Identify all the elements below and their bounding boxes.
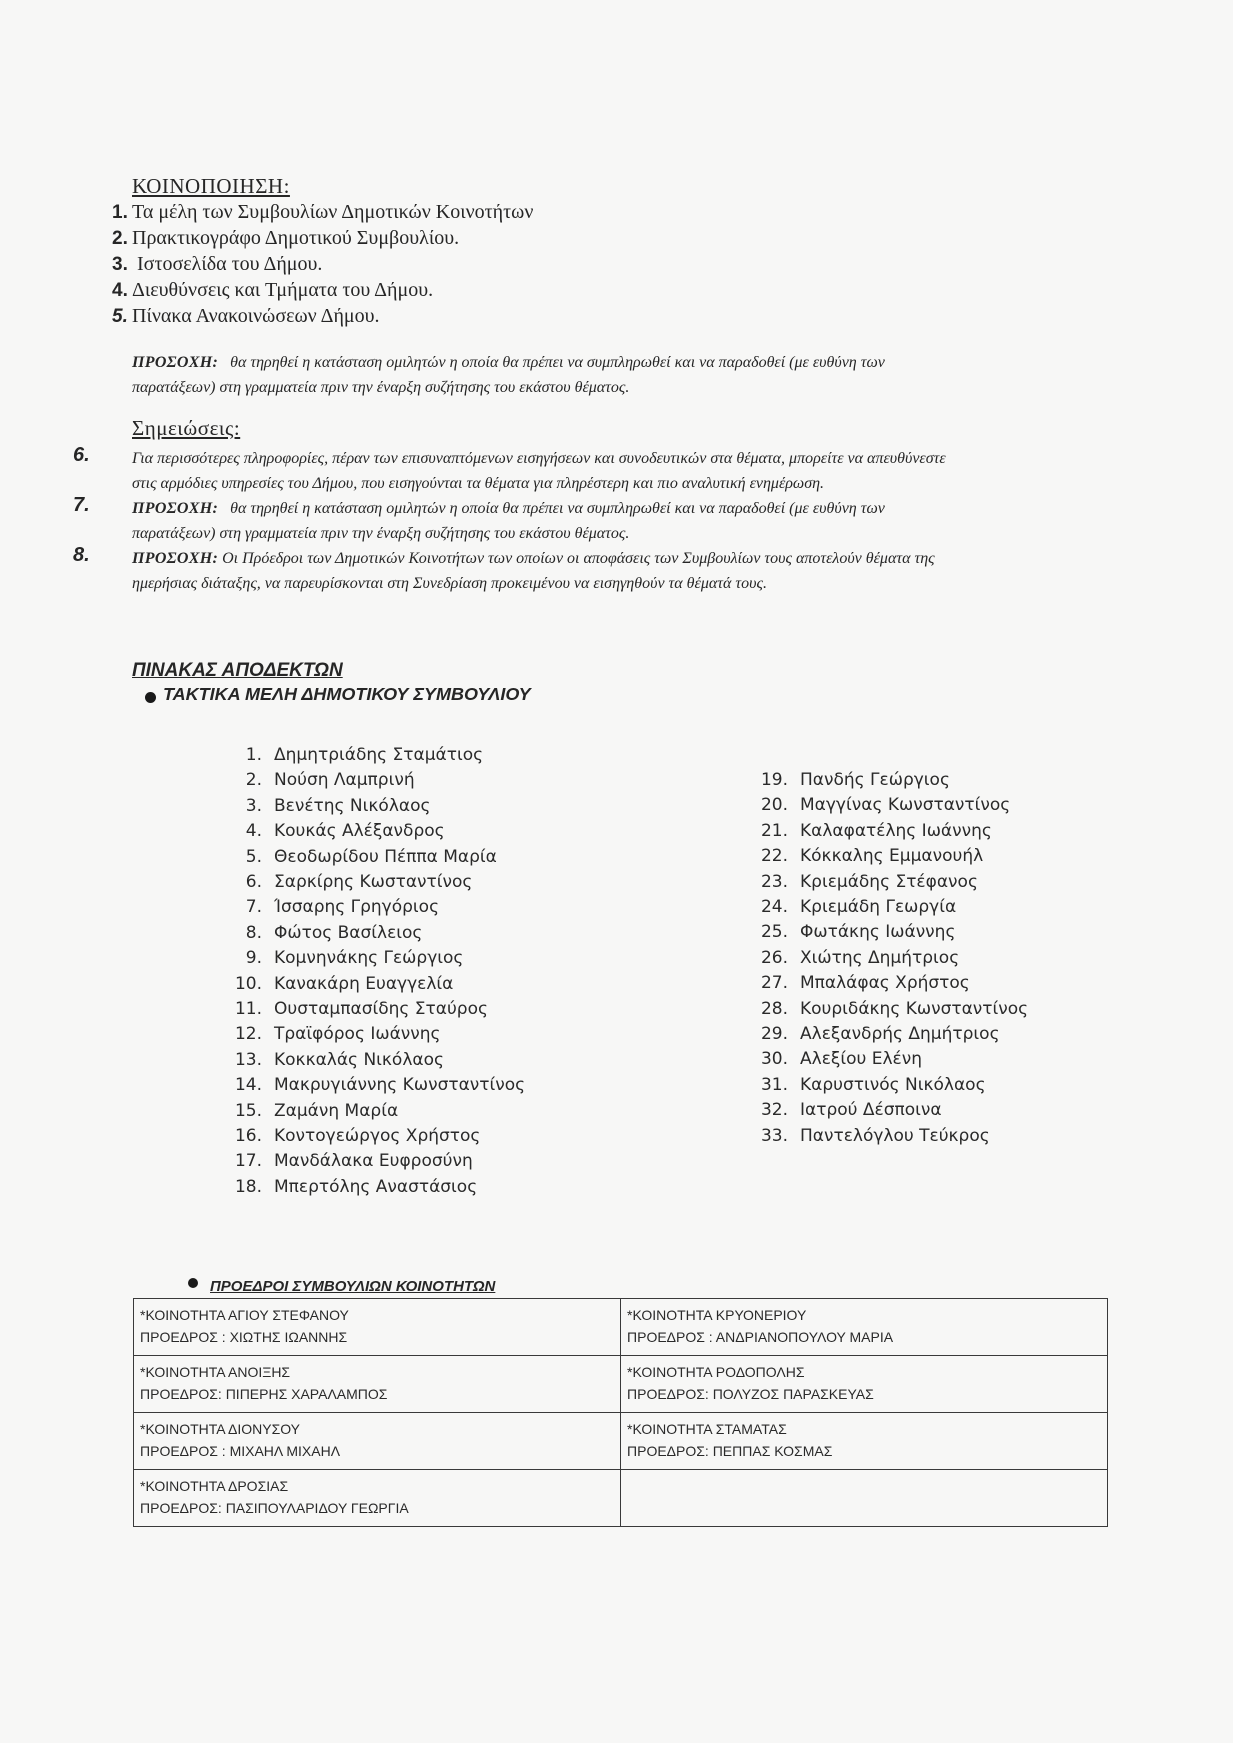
note-number: 7.	[73, 494, 90, 516]
note-label: ΠΡΟΣΟΧΗ:	[132, 500, 219, 517]
member-number: 28.	[760, 998, 788, 1019]
member-name: Δημητριάδης Σταμάτιος	[274, 745, 484, 765]
note-line-1: Οι Πρόεδροι των Δημοτικών Κοινοτήτων των οποίων οι αποφάσεις των Συμβουλίων τους αποτελούν θέματα της	[222, 550, 935, 567]
community-cell	[621, 1470, 1108, 1527]
member-row	[748, 973, 970, 993]
member-row	[748, 948, 959, 968]
member-row	[748, 1126, 990, 1146]
member-row	[222, 1050, 444, 1070]
member-row	[748, 1024, 1000, 1044]
member-name: Μακρυγιάννης Κωνσταντίνος	[274, 1075, 526, 1096]
member-name: Κανακάρη Ευαγγελία	[274, 973, 454, 994]
community-president: ΠΡΟΕΔΡΟΣ: ΠΙΠΕΡΗΣ ΧΑΡΑΛΑΜΠΟΣ	[140, 1386, 388, 1402]
member-row	[748, 897, 956, 917]
member-number: 18.	[234, 1176, 262, 1197]
member-name: Βενέτης Νικόλαος	[274, 795, 431, 816]
community-cell	[621, 1299, 1108, 1356]
presidents-table-row	[134, 1356, 1108, 1413]
prosoxi-label: ΠΡΟΣΟΧΗ:	[132, 354, 219, 371]
koinopoiisi-item	[112, 201, 533, 224]
member-number: 21.	[760, 820, 788, 841]
member-number: 27.	[760, 973, 788, 994]
community-name: *ΚΟΙΝΟΤΗΤΑ ΔΙΟΝΥΣΟΥ	[140, 1421, 301, 1437]
member-number: 8.	[245, 922, 262, 943]
member-number: 11.	[234, 999, 262, 1019]
presidents-table	[133, 1298, 1108, 1527]
member-row	[748, 846, 983, 866]
member-number: 33.	[760, 1125, 788, 1146]
member-number: 6.	[245, 872, 262, 892]
community-cell	[621, 1413, 1108, 1470]
member-row	[748, 821, 992, 841]
member-number: 1.	[245, 745, 262, 765]
notes-title: Σημειώσεις:	[132, 416, 241, 440]
community-name: *ΚΟΙΝΟΤΗΤΑ ΔΡΟΣΙΑΣ	[140, 1478, 289, 1494]
member-row	[748, 872, 978, 892]
member-number: 9.	[245, 948, 262, 969]
recipients-title: ΠΙΝΑΚΑΣ ΑΠΟΔΕΚΤΩΝ	[132, 660, 343, 681]
member-name: Φωτάκης Ιωάννης	[800, 922, 956, 943]
member-row	[222, 1075, 525, 1095]
member-number: 15.	[234, 1100, 262, 1121]
prosoxi-line-2: παρατάξεων) στη γραμματεία πριν την έναρξη συζήτησης του εκάστου θέματος.	[132, 379, 630, 396]
note-item	[132, 446, 1122, 496]
bullet-icon	[145, 692, 156, 703]
member-row	[222, 1177, 477, 1197]
member-row	[748, 795, 1010, 815]
member-number: 19.	[760, 770, 788, 790]
note-item	[132, 546, 1122, 596]
member-number: 17.	[234, 1151, 262, 1172]
member-name: Καρυστινός Νικόλαος	[800, 1074, 986, 1095]
member-row	[222, 974, 453, 994]
prosoxi-paragraph	[132, 350, 1112, 400]
member-number: 32.	[760, 1100, 788, 1121]
community-cell	[134, 1356, 621, 1413]
bullet-icon	[188, 1278, 198, 1288]
member-number: 13.	[234, 1049, 262, 1070]
koinopoiisi-item-text: Διευθύνσεις και Τμήματα του Δήμου.	[132, 279, 434, 301]
member-row	[748, 999, 1028, 1019]
member-number: 7.	[245, 897, 262, 918]
note-line-2: ημερήσιας διάταξης, να παρευρίσκονται στη Συνεδρίαση προκειμένου να εισηγηθούν τα θέματά τους.	[132, 575, 767, 592]
note-line-1: Για περισσότερες πληροφορίες, πέραν των επισυναπτόμενων εισηγήσεων και συνοδευτικών στα θέματα, μπορείτε να απευθύνεστε	[132, 450, 946, 467]
member-row	[222, 796, 430, 816]
member-row	[222, 1126, 480, 1146]
member-name: Καλαφατέλης Ιωάννης	[800, 820, 992, 841]
note-line-2: στις αρμόδιες υπηρεσίες του Δήμου, που εισηγούνται τα θέματα για πληρέστερη και πιο αναλυτική ενημέρωση.	[132, 475, 825, 492]
member-name: Κόκκαλης Εμμανουήλ	[800, 846, 984, 867]
members-title: ΤΑΚΤΙΚΑ ΜΕΛΗ ΔΗΜΟΤΙΚΟΥ ΣΥΜΒΟΥΛΙΟΥ	[163, 684, 531, 704]
member-name: Κουκάς Αλέξανδρος	[274, 821, 445, 842]
koinopoiisi-item	[112, 227, 459, 250]
member-row	[222, 923, 422, 943]
note-item	[132, 496, 1122, 546]
community-cell	[134, 1299, 621, 1356]
member-name: Κουριδάκης Κωνσταντίνος	[800, 998, 1029, 1019]
member-row	[222, 745, 483, 765]
member-name: Κοκκαλάς Νικόλαος	[274, 1049, 444, 1070]
koinopoiisi-item-text: Πρακτικογράφο Δημοτικού Συμβουλίου.	[132, 227, 460, 249]
community-president: ΠΡΟΕΔΡΟΣ : ΜΙΧΑΗΛ ΜΙΧΑΗΛ	[140, 1443, 341, 1459]
member-number: 5.	[245, 846, 262, 867]
member-row	[748, 922, 955, 942]
member-number: 20.	[760, 795, 788, 816]
member-name: Κομνηνάκης Γεώργιος	[274, 948, 464, 969]
member-number: 29.	[760, 1024, 788, 1044]
member-row	[748, 770, 950, 790]
koinopoiisi-item-number: 2.	[112, 228, 128, 249]
presidents-table-row	[134, 1470, 1108, 1527]
note-line-1: θα τηρηθεί η κατάσταση ομιλητών η οποία θα πρέπει να συμπληρωθεί και να παραδοθεί (με ευθύνη των	[230, 500, 885, 517]
member-name: Μπαλάφας Χρήστος	[800, 973, 970, 994]
member-name: Σαρκίρης Κωσταντίνος	[274, 872, 473, 892]
member-name: Κριεμάδης Στέφανος	[800, 871, 978, 892]
note-label: ΠΡΟΣΟΧΗ:	[132, 550, 219, 567]
note-number: 6.	[73, 444, 90, 466]
koinopoiisi-item-number: 1.	[112, 202, 128, 223]
member-number: 4.	[245, 821, 262, 842]
koinopoiisi-item-text: Ιστοσελίδα του Δήμου.	[132, 253, 323, 275]
member-name: Ουσταμπασίδης Σταύρος	[274, 999, 488, 1019]
member-row	[222, 999, 488, 1019]
member-name: Πανδής Γεώργιος	[800, 770, 950, 790]
member-number: 16.	[234, 1126, 262, 1146]
member-number: 25.	[760, 922, 788, 943]
member-name: Αλεξίου Ελένη	[800, 1049, 923, 1070]
koinopoiisi-item-number: 5.	[112, 306, 128, 327]
member-row	[222, 821, 445, 841]
member-number: 2.	[245, 770, 262, 791]
koinopoiisi-item-number: 3.	[112, 254, 128, 275]
community-name: *ΚΟΙΝΟΤΗΤΑ ΑΓΙΟΥ ΣΤΕΦΑΝΟΥ	[140, 1307, 349, 1323]
koinopoiisi-item	[112, 279, 433, 302]
community-cell	[134, 1470, 621, 1527]
member-name: Μπερτόλης Αναστάσιος	[274, 1176, 478, 1197]
member-row	[222, 847, 497, 867]
member-row	[222, 948, 463, 968]
member-number: 3.	[245, 795, 262, 816]
member-number: 23.	[760, 871, 788, 892]
koinopoiisi-item-text: Τα μέλη των Συμβουλίων Δημοτικών Κοινοτήτων	[132, 201, 534, 223]
community-president: ΠΡΟΕΔΡΟΣ : ΑΝΔΡΙΑΝΟΠΟΥΛΟΥ ΜΑΡΙΑ	[627, 1329, 894, 1345]
member-number: 26.	[760, 947, 788, 968]
member-row	[222, 770, 415, 790]
prosoxi-line-1: θα τηρηθεί η κατάσταση ομιλητών η οποία θα πρέπει να συμπληρωθεί και να παραδοθεί (με ευθύνη των	[230, 354, 885, 371]
koinopoiisi-item-number: 4.	[112, 280, 128, 301]
note-line-2: παρατάξεων) στη γραμματεία πριν την έναρξη συζήτησης του εκάστου θέματος.	[132, 525, 630, 542]
community-name: *ΚΟΙΝΟΤΗΤΑ ΣΤΑΜΑΤΑΣ	[627, 1421, 787, 1437]
member-row	[222, 1101, 398, 1121]
member-name: Μανδάλακα Ευφροσύνη	[274, 1151, 473, 1172]
member-name: Μαγγίνας Κωνσταντίνος	[800, 795, 1011, 816]
member-row	[748, 1100, 942, 1120]
community-name: *ΚΟΙΝΟΤΗΤΑ ΡΟΔΟΠΟΛΗΣ	[627, 1364, 805, 1380]
community-name: *ΚΟΙΝΟΤΗΤΑ ΚΡΥΟΝΕΡΙΟΥ	[627, 1307, 807, 1323]
community-president: ΠΡΟΕΔΡΟΣ: ΠΟΛΥΖΟΣ ΠΑΡΑΣΚΕΥΑΣ	[627, 1386, 874, 1402]
member-number: 24.	[760, 897, 788, 917]
member-name: Ζαμάνη Μαρία	[274, 1100, 399, 1121]
member-name: Χιώτης Δημήτριος	[800, 947, 960, 968]
member-name: Αλεξανδρής Δημήτριος	[800, 1024, 1000, 1044]
member-row	[748, 1075, 986, 1095]
member-row	[222, 872, 472, 892]
member-name: Θεοδωρίδου Πέππα Μαρία	[274, 846, 497, 867]
community-name: *ΚΟΙΝΟΤΗΤΑ ΑΝΟΙΞΗΣ	[140, 1364, 291, 1380]
member-name: Κριεμάδη Γεωργία	[800, 897, 957, 917]
presidents-table-row	[134, 1413, 1108, 1470]
member-number: 10.	[234, 973, 262, 994]
member-number: 22.	[760, 846, 788, 867]
member-name: Τραϊφόρος Ιωάννης	[274, 1024, 441, 1045]
community-cell	[621, 1356, 1108, 1413]
koinopoiisi-item-text: Πίνακα Ανακοινώσεων Δήμου.	[132, 305, 380, 327]
member-name: Κοντογεώργος Χρήστος	[274, 1126, 481, 1146]
member-number: 31.	[760, 1074, 788, 1095]
community-president: ΠΡΟΕΔΡΟΣ: ΠΑΣΙΠΟΥΛΑΡΙΔΟΥ ΓΕΩΡΓΙΑ	[140, 1500, 409, 1516]
note-number: 8.	[73, 544, 90, 566]
community-cell	[134, 1413, 621, 1470]
member-row	[222, 1024, 441, 1044]
member-row	[748, 1049, 922, 1069]
presidents-table-row	[134, 1299, 1108, 1356]
member-name: Νούση Λαμπρινή	[274, 770, 415, 791]
member-number: 30.	[760, 1049, 788, 1070]
koinopoiisi-item	[112, 305, 380, 328]
member-number: 14.	[234, 1075, 262, 1096]
community-president: ΠΡΟΕΔΡΟΣ: ΠΕΠΠΑΣ ΚΟΣΜΑΣ	[627, 1443, 833, 1459]
koinopoiisi-item	[112, 253, 322, 276]
member-number: 12.	[234, 1024, 262, 1045]
presidents-title: ΠΡΟΕΔΡΟΙ ΣΥΜΒΟΥΛΙΩΝ ΚΟΙΝΟΤΗΤΩΝ	[210, 1278, 496, 1295]
koinopoiisi-title: ΚΟΙΝΟΠΟΙΗΣΗ:	[132, 174, 290, 198]
member-name: Ίσσαρης Γρηγόριος	[274, 897, 440, 918]
member-name: Ιατρού Δέσποινα	[800, 1100, 942, 1121]
community-president: ΠΡΟΕΔΡΟΣ : ΧΙΩΤΗΣ ΙΩΑΝΝΗΣ	[140, 1329, 348, 1345]
member-row	[222, 897, 439, 917]
member-row	[222, 1151, 473, 1171]
member-name: Παντελόγλου Τεύκρος	[800, 1125, 990, 1146]
member-name: Φώτος Βασίλειος	[274, 922, 423, 943]
